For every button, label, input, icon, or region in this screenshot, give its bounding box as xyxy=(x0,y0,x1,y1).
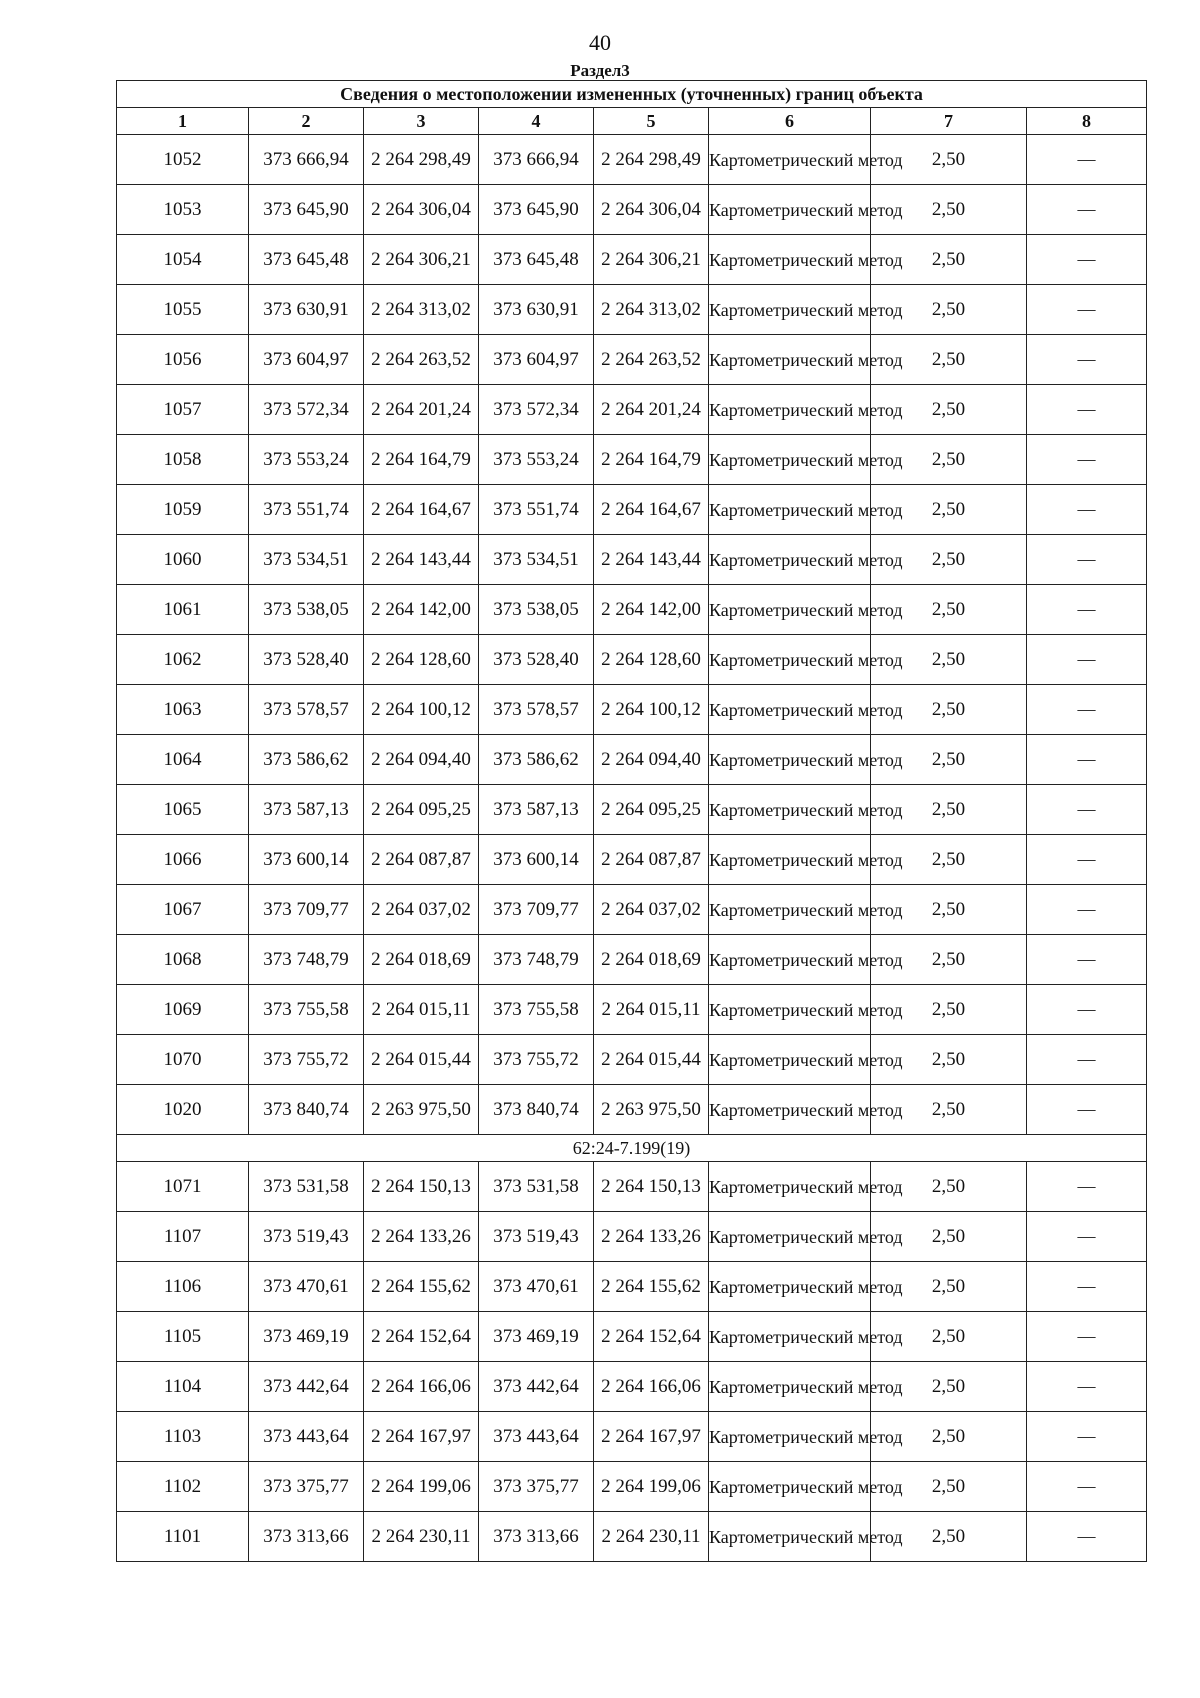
y-coordinate-new-cell: 2 264 018,69 xyxy=(594,935,709,985)
y-coordinate-cell: 2 264 155,62 xyxy=(364,1262,479,1312)
x-coordinate-cell: 373 600,14 xyxy=(249,835,364,885)
accuracy-cell: 2,50 xyxy=(871,1085,1027,1135)
table-row xyxy=(117,335,1147,385)
accuracy-cell: 2,50 xyxy=(871,435,1027,485)
method-cell: Картометрический метод xyxy=(709,1035,871,1085)
accuracy-cell: 2,50 xyxy=(871,1162,1027,1212)
accuracy-cell: 2,50 xyxy=(871,1362,1027,1412)
method-cell: Картометрический метод xyxy=(709,135,871,185)
y-coordinate-cell: 2 264 087,87 xyxy=(364,835,479,885)
description-cell: — xyxy=(1027,1162,1147,1212)
x-coordinate-cell: 373 578,57 xyxy=(249,685,364,735)
y-coordinate-new-cell: 2 264 094,40 xyxy=(594,735,709,785)
table-row xyxy=(117,435,1147,485)
y-coordinate-cell: 2 263 975,50 xyxy=(364,1085,479,1135)
y-coordinate-cell: 2 264 298,49 xyxy=(364,135,479,185)
column-number-row xyxy=(117,108,1147,135)
page-number: 40 xyxy=(589,30,611,55)
column-number: 7 xyxy=(871,108,1027,135)
point-number-cell: 1102 xyxy=(117,1462,249,1512)
method-cell: Картометрический метод xyxy=(709,635,871,685)
y-coordinate-new-cell: 2 264 152,64 xyxy=(594,1312,709,1362)
y-coordinate-new-cell: 2 264 166,06 xyxy=(594,1362,709,1412)
accuracy-cell: 2,50 xyxy=(871,135,1027,185)
description-cell: — xyxy=(1027,485,1147,535)
x-coordinate-new-cell: 373 572,34 xyxy=(479,385,594,435)
y-coordinate-cell: 2 264 018,69 xyxy=(364,935,479,985)
accuracy-cell: 2,50 xyxy=(871,1312,1027,1362)
method-cell: Картометрический метод xyxy=(709,335,871,385)
y-coordinate-new-cell: 2 264 167,97 xyxy=(594,1412,709,1462)
y-coordinate-new-cell: 2 264 263,52 xyxy=(594,335,709,385)
description-cell: — xyxy=(1027,1262,1147,1312)
accuracy-cell: 2,50 xyxy=(871,885,1027,935)
description-cell: — xyxy=(1027,1412,1147,1462)
y-coordinate-new-cell: 2 264 128,60 xyxy=(594,635,709,685)
point-number-cell: 1104 xyxy=(117,1362,249,1412)
x-coordinate-cell: 373 587,13 xyxy=(249,785,364,835)
point-number-cell: 1068 xyxy=(117,935,249,985)
accuracy-cell: 2,50 xyxy=(871,685,1027,735)
x-coordinate-cell: 373 528,40 xyxy=(249,635,364,685)
boundary-table xyxy=(116,80,1147,1562)
description-cell: — xyxy=(1027,335,1147,385)
x-coordinate-new-cell: 373 313,66 xyxy=(479,1512,594,1562)
x-coordinate-cell: 373 469,19 xyxy=(249,1312,364,1362)
y-coordinate-cell: 2 264 313,02 xyxy=(364,285,479,335)
column-number: 2 xyxy=(249,108,364,135)
description-cell: — xyxy=(1027,1085,1147,1135)
table-row xyxy=(117,835,1147,885)
description-cell: — xyxy=(1027,135,1147,185)
y-coordinate-cell: 2 264 306,04 xyxy=(364,185,479,235)
point-number-cell: 1052 xyxy=(117,135,249,185)
x-coordinate-cell: 373 534,51 xyxy=(249,535,364,585)
method-cell: Картометрический метод xyxy=(709,1362,871,1412)
accuracy-cell: 2,50 xyxy=(871,835,1027,885)
x-coordinate-cell: 373 755,72 xyxy=(249,1035,364,1085)
x-coordinate-cell: 373 709,77 xyxy=(249,885,364,935)
accuracy-cell: 2,50 xyxy=(871,1512,1027,1562)
y-coordinate-cell: 2 264 094,40 xyxy=(364,735,479,785)
table-row xyxy=(117,1085,1147,1135)
accuracy-cell: 2,50 xyxy=(871,235,1027,285)
point-number-cell: 1064 xyxy=(117,735,249,785)
description-cell: — xyxy=(1027,285,1147,335)
y-coordinate-cell: 2 264 164,79 xyxy=(364,435,479,485)
point-number-cell: 1059 xyxy=(117,485,249,535)
y-coordinate-new-cell: 2 264 201,24 xyxy=(594,385,709,435)
x-coordinate-cell: 373 840,74 xyxy=(249,1085,364,1135)
table-row xyxy=(117,135,1147,185)
method-cell: Картометрический метод xyxy=(709,535,871,585)
y-coordinate-cell: 2 264 263,52 xyxy=(364,335,479,385)
description-cell: — xyxy=(1027,1362,1147,1412)
y-coordinate-new-cell: 2 264 199,06 xyxy=(594,1462,709,1512)
accuracy-cell: 2,50 xyxy=(871,785,1027,835)
y-coordinate-cell: 2 264 015,11 xyxy=(364,985,479,1035)
y-coordinate-new-cell: 2 264 133,26 xyxy=(594,1212,709,1262)
point-number-cell: 1020 xyxy=(117,1085,249,1135)
x-coordinate-cell: 373 748,79 xyxy=(249,935,364,985)
method-cell: Картометрический метод xyxy=(709,385,871,435)
y-coordinate-cell: 2 264 150,13 xyxy=(364,1162,479,1212)
x-coordinate-cell: 373 553,24 xyxy=(249,435,364,485)
y-coordinate-cell: 2 264 164,67 xyxy=(364,485,479,535)
x-coordinate-cell: 373 470,61 xyxy=(249,1262,364,1312)
x-coordinate-new-cell: 373 442,64 xyxy=(479,1362,594,1412)
y-coordinate-cell: 2 264 142,00 xyxy=(364,585,479,635)
table-row xyxy=(117,985,1147,1035)
accuracy-cell: 2,50 xyxy=(871,735,1027,785)
description-cell: — xyxy=(1027,385,1147,435)
column-number: 1 xyxy=(117,108,249,135)
x-coordinate-cell: 373 443,64 xyxy=(249,1412,364,1462)
point-number-cell: 1107 xyxy=(117,1212,249,1262)
table-row xyxy=(117,1462,1147,1512)
y-coordinate-cell: 2 264 095,25 xyxy=(364,785,479,835)
description-cell: — xyxy=(1027,585,1147,635)
accuracy-cell: 2,50 xyxy=(871,535,1027,585)
description-cell: — xyxy=(1027,785,1147,835)
method-cell: Картометрический метод xyxy=(709,885,871,935)
method-cell: Картометрический метод xyxy=(709,235,871,285)
method-cell: Картометрический метод xyxy=(709,1312,871,1362)
method-cell: Картометрический метод xyxy=(709,435,871,485)
point-number-cell: 1056 xyxy=(117,335,249,385)
accuracy-cell: 2,50 xyxy=(871,985,1027,1035)
point-number-cell: 1060 xyxy=(117,535,249,585)
point-number-cell: 1103 xyxy=(117,1412,249,1462)
x-coordinate-new-cell: 373 586,62 xyxy=(479,735,594,785)
x-coordinate-cell: 373 313,66 xyxy=(249,1512,364,1562)
description-cell: — xyxy=(1027,435,1147,485)
table-row xyxy=(117,1035,1147,1085)
table-title-row xyxy=(117,81,1147,108)
x-coordinate-new-cell: 373 470,61 xyxy=(479,1262,594,1312)
table-row xyxy=(117,385,1147,435)
description-cell: — xyxy=(1027,885,1147,935)
description-cell: — xyxy=(1027,535,1147,585)
accuracy-cell: 2,50 xyxy=(871,1212,1027,1262)
x-coordinate-cell: 373 630,91 xyxy=(249,285,364,335)
accuracy-cell: 2,50 xyxy=(871,635,1027,685)
y-coordinate-cell: 2 264 306,21 xyxy=(364,235,479,285)
y-coordinate-cell: 2 264 037,02 xyxy=(364,885,479,935)
y-coordinate-new-cell: 2 264 155,62 xyxy=(594,1262,709,1312)
x-coordinate-new-cell: 373 600,14 xyxy=(479,835,594,885)
method-cell: Картометрический метод xyxy=(709,1212,871,1262)
x-coordinate-new-cell: 373 840,74 xyxy=(479,1085,594,1135)
y-coordinate-cell: 2 264 133,26 xyxy=(364,1212,479,1262)
point-number-cell: 1105 xyxy=(117,1312,249,1362)
x-coordinate-cell: 373 586,62 xyxy=(249,735,364,785)
description-cell: — xyxy=(1027,1462,1147,1512)
point-number-cell: 1065 xyxy=(117,785,249,835)
method-cell: Картометрический метод xyxy=(709,735,871,785)
y-coordinate-new-cell: 2 263 975,50 xyxy=(594,1085,709,1135)
table-row xyxy=(117,935,1147,985)
x-coordinate-cell: 373 442,64 xyxy=(249,1362,364,1412)
description-cell: — xyxy=(1027,985,1147,1035)
y-coordinate-new-cell: 2 264 306,21 xyxy=(594,235,709,285)
y-coordinate-cell: 2 264 199,06 xyxy=(364,1462,479,1512)
y-coordinate-new-cell: 2 264 164,67 xyxy=(594,485,709,535)
table-row xyxy=(117,785,1147,835)
method-cell: Картометрический метод xyxy=(709,985,871,1035)
y-coordinate-new-cell: 2 264 298,49 xyxy=(594,135,709,185)
y-coordinate-new-cell: 2 264 306,04 xyxy=(594,185,709,235)
y-coordinate-cell: 2 264 230,11 xyxy=(364,1512,479,1562)
x-coordinate-new-cell: 373 528,40 xyxy=(479,635,594,685)
method-cell: Картометрический метод xyxy=(709,1162,871,1212)
description-cell: — xyxy=(1027,235,1147,285)
description-cell: — xyxy=(1027,835,1147,885)
accuracy-cell: 2,50 xyxy=(871,385,1027,435)
table-row xyxy=(117,1412,1147,1462)
x-coordinate-new-cell: 373 469,19 xyxy=(479,1312,594,1362)
y-coordinate-new-cell: 2 264 230,11 xyxy=(594,1512,709,1562)
x-coordinate-new-cell: 373 755,72 xyxy=(479,1035,594,1085)
point-number-cell: 1067 xyxy=(117,885,249,935)
x-coordinate-new-cell: 373 538,05 xyxy=(479,585,594,635)
x-coordinate-cell: 373 531,58 xyxy=(249,1162,364,1212)
x-coordinate-cell: 373 375,77 xyxy=(249,1462,364,1512)
x-coordinate-new-cell: 373 666,94 xyxy=(479,135,594,185)
table-row xyxy=(117,635,1147,685)
y-coordinate-cell: 2 264 167,97 xyxy=(364,1412,479,1462)
point-number-cell: 1057 xyxy=(117,385,249,435)
y-coordinate-new-cell: 2 264 150,13 xyxy=(594,1162,709,1212)
method-cell: Картометрический метод xyxy=(709,285,871,335)
table-row xyxy=(117,1312,1147,1362)
table-row xyxy=(117,235,1147,285)
table-row xyxy=(117,1362,1147,1412)
column-number: 3 xyxy=(364,108,479,135)
accuracy-cell: 2,50 xyxy=(871,1035,1027,1085)
y-coordinate-new-cell: 2 264 142,00 xyxy=(594,585,709,635)
point-number-cell: 1106 xyxy=(117,1262,249,1312)
table-row xyxy=(117,1512,1147,1562)
point-number-cell: 1054 xyxy=(117,235,249,285)
x-coordinate-cell: 373 538,05 xyxy=(249,585,364,635)
y-coordinate-new-cell: 2 264 095,25 xyxy=(594,785,709,835)
y-coordinate-cell: 2 264 143,44 xyxy=(364,535,479,585)
point-number-cell: 1071 xyxy=(117,1162,249,1212)
accuracy-cell: 2,50 xyxy=(871,1262,1027,1312)
y-coordinate-cell: 2 264 152,64 xyxy=(364,1312,479,1362)
x-coordinate-cell: 373 572,34 xyxy=(249,385,364,435)
x-coordinate-cell: 373 551,74 xyxy=(249,485,364,535)
description-cell: — xyxy=(1027,185,1147,235)
point-number-cell: 1101 xyxy=(117,1512,249,1562)
table-row xyxy=(117,535,1147,585)
x-coordinate-cell: 373 519,43 xyxy=(249,1212,364,1262)
point-number-cell: 1055 xyxy=(117,285,249,335)
y-coordinate-new-cell: 2 264 015,11 xyxy=(594,985,709,1035)
y-coordinate-cell: 2 264 015,44 xyxy=(364,1035,479,1085)
accuracy-cell: 2,50 xyxy=(871,335,1027,385)
accuracy-cell: 2,50 xyxy=(871,1412,1027,1462)
x-coordinate-new-cell: 373 519,43 xyxy=(479,1212,594,1262)
y-coordinate-new-cell: 2 264 164,79 xyxy=(594,435,709,485)
method-cell: Картометрический метод xyxy=(709,1262,871,1312)
x-coordinate-new-cell: 373 551,74 xyxy=(479,485,594,535)
y-coordinate-cell: 2 264 100,12 xyxy=(364,685,479,735)
accuracy-cell: 2,50 xyxy=(871,585,1027,635)
method-cell: Картометрический метод xyxy=(709,1085,871,1135)
method-cell: Картометрический метод xyxy=(709,485,871,535)
x-coordinate-cell: 373 645,48 xyxy=(249,235,364,285)
description-cell: — xyxy=(1027,935,1147,985)
table-row xyxy=(117,735,1147,785)
table-row xyxy=(117,685,1147,735)
y-coordinate-new-cell: 2 264 037,02 xyxy=(594,885,709,935)
description-cell: — xyxy=(1027,635,1147,685)
column-number: 8 xyxy=(1027,108,1147,135)
accuracy-cell: 2,50 xyxy=(871,185,1027,235)
point-number-cell: 1063 xyxy=(117,685,249,735)
table-title: Сведения о местоположении измененных (уточненных) границ объекта xyxy=(117,81,1147,108)
method-cell: Картометрический метод xyxy=(709,1462,871,1512)
description-cell: — xyxy=(1027,1312,1147,1362)
x-coordinate-new-cell: 373 443,64 xyxy=(479,1412,594,1462)
table-row xyxy=(117,585,1147,635)
table-row xyxy=(117,285,1147,335)
y-coordinate-new-cell: 2 264 015,44 xyxy=(594,1035,709,1085)
accuracy-cell: 2,50 xyxy=(871,1462,1027,1512)
y-coordinate-new-cell: 2 264 313,02 xyxy=(594,285,709,335)
description-cell: — xyxy=(1027,1512,1147,1562)
accuracy-cell: 2,50 xyxy=(871,485,1027,535)
column-number: 5 xyxy=(594,108,709,135)
x-coordinate-cell: 373 755,58 xyxy=(249,985,364,1035)
y-coordinate-cell: 2 264 166,06 xyxy=(364,1362,479,1412)
x-coordinate-new-cell: 373 553,24 xyxy=(479,435,594,485)
x-coordinate-new-cell: 373 587,13 xyxy=(479,785,594,835)
x-coordinate-new-cell: 373 604,97 xyxy=(479,335,594,385)
method-cell: Картометрический метод xyxy=(709,935,871,985)
table-row xyxy=(117,885,1147,935)
x-coordinate-new-cell: 373 531,58 xyxy=(479,1162,594,1212)
method-cell: Картометрический метод xyxy=(709,785,871,835)
x-coordinate-cell: 373 666,94 xyxy=(249,135,364,185)
section-label: Раздел3 xyxy=(570,61,630,80)
x-coordinate-new-cell: 373 755,58 xyxy=(479,985,594,1035)
group-row xyxy=(117,1135,1147,1162)
point-number-cell: 1070 xyxy=(117,1035,249,1085)
table-row xyxy=(117,1212,1147,1262)
point-number-cell: 1062 xyxy=(117,635,249,685)
table-row xyxy=(117,485,1147,535)
method-cell: Картометрический метод xyxy=(709,1512,871,1562)
y-coordinate-new-cell: 2 264 143,44 xyxy=(594,535,709,585)
method-cell: Картометрический метод xyxy=(709,585,871,635)
y-coordinate-new-cell: 2 264 100,12 xyxy=(594,685,709,735)
x-coordinate-new-cell: 373 630,91 xyxy=(479,285,594,335)
column-number: 6 xyxy=(709,108,871,135)
table-row xyxy=(117,185,1147,235)
y-coordinate-cell: 2 264 128,60 xyxy=(364,635,479,685)
point-number-cell: 1053 xyxy=(117,185,249,235)
x-coordinate-new-cell: 373 748,79 xyxy=(479,935,594,985)
x-coordinate-new-cell: 373 645,48 xyxy=(479,235,594,285)
description-cell: — xyxy=(1027,735,1147,785)
x-coordinate-new-cell: 373 645,90 xyxy=(479,185,594,235)
y-coordinate-cell: 2 264 201,24 xyxy=(364,385,479,435)
point-number-cell: 1058 xyxy=(117,435,249,485)
x-coordinate-cell: 373 604,97 xyxy=(249,335,364,385)
description-cell: — xyxy=(1027,1212,1147,1262)
y-coordinate-new-cell: 2 264 087,87 xyxy=(594,835,709,885)
point-number-cell: 1061 xyxy=(117,585,249,635)
cadastral-group-label: 62:24-7.199(19) xyxy=(117,1135,1147,1162)
table-row xyxy=(117,1262,1147,1312)
point-number-cell: 1069 xyxy=(117,985,249,1035)
x-coordinate-new-cell: 373 534,51 xyxy=(479,535,594,585)
method-cell: Картометрический метод xyxy=(709,835,871,885)
description-cell: — xyxy=(1027,685,1147,735)
accuracy-cell: 2,50 xyxy=(871,935,1027,985)
description-cell: — xyxy=(1027,1035,1147,1085)
method-cell: Картометрический метод xyxy=(709,1412,871,1462)
point-number-cell: 1066 xyxy=(117,835,249,885)
x-coordinate-new-cell: 373 578,57 xyxy=(479,685,594,735)
x-coordinate-new-cell: 373 709,77 xyxy=(479,885,594,935)
accuracy-cell: 2,50 xyxy=(871,285,1027,335)
column-number: 4 xyxy=(479,108,594,135)
table-row xyxy=(117,1162,1147,1212)
x-coordinate-new-cell: 373 375,77 xyxy=(479,1462,594,1512)
method-cell: Картометрический метод xyxy=(709,185,871,235)
x-coordinate-cell: 373 645,90 xyxy=(249,185,364,235)
method-cell: Картометрический метод xyxy=(709,685,871,735)
